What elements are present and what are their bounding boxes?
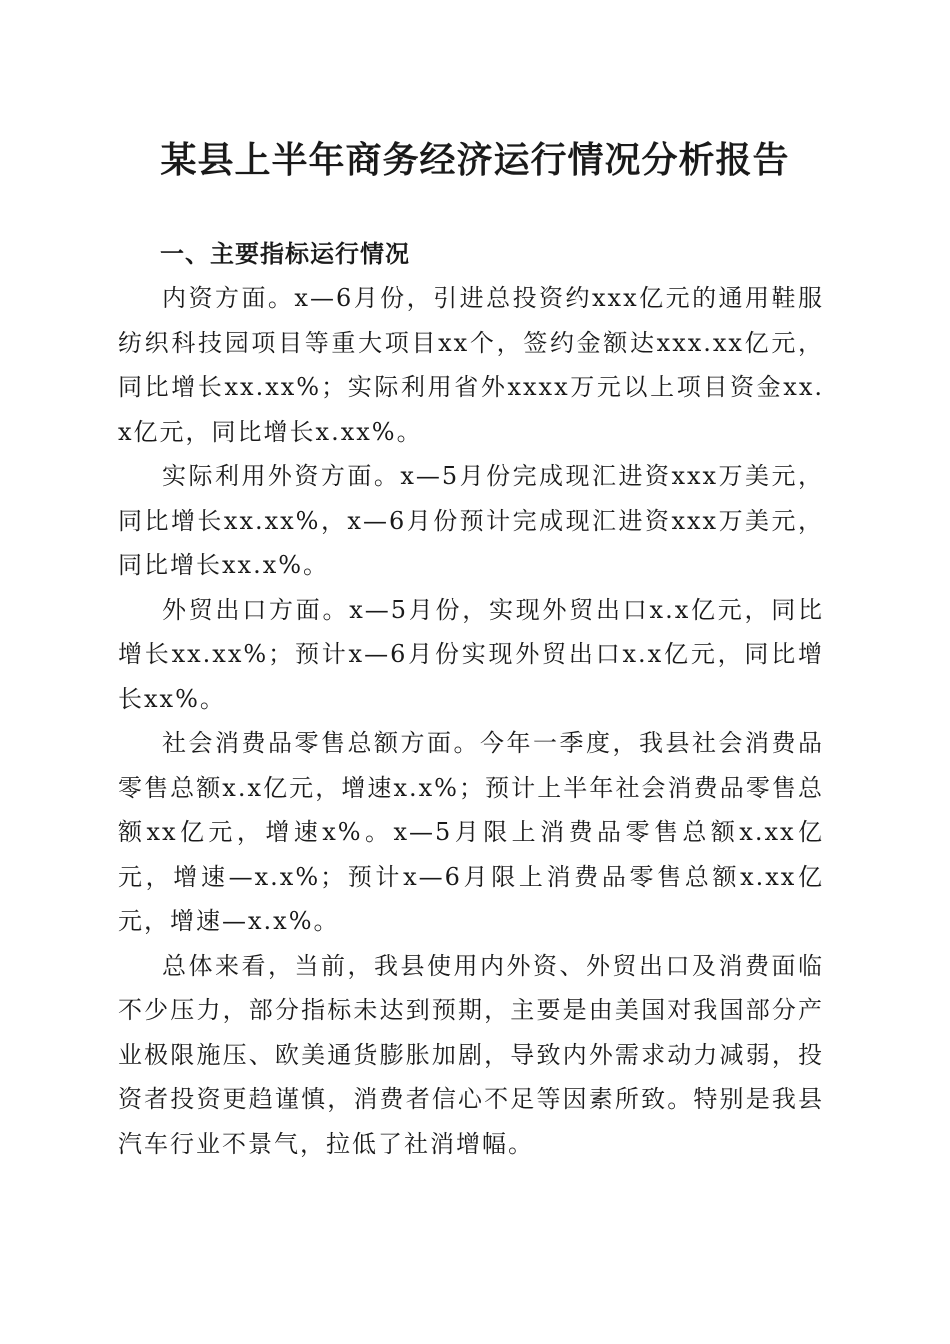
paragraph-exports: 外贸出口方面。x—5月份，实现外贸出口x.x亿元，同比增长xx.xx%；预计x—6月份实现外贸出口x.x亿元，同比增长xx%。 xyxy=(118,595,824,713)
paragraph-foreign-capital: 实际利用外资方面。x—5月份完成现汇进资xxx万美元，同比增长xx.xx%，x—6月份预计完成现汇进资xxx万美元，同比增长xx.x%。 xyxy=(118,462,824,579)
paragraph-retail-sales: 社会消费品零售总额方面。今年一季度，我县社会消费品零售总额x.x亿元，增速x.x%；预计上半年社会消费品零售总额xx亿元，增速x%。x—5月限上消费品零售总额x.xx亿元，增速—x.x%；预计x—6月限上消费品零售总额x.xx亿元，增速—x.x%。 xyxy=(118,729,824,935)
section-heading: 一、主要指标运行情况 xyxy=(160,240,410,268)
paragraph-domestic-capital: 内资方面。x—6月份，引进总投资约xxx亿元的通用鞋服纺织科技园项目等重大项目xx个，签约金额达xxx.xx亿元，同比增长xx.xx%；实际利用省外xxxx万元以上项目资金xx.x亿元，同比增长x.xx%。 xyxy=(118,284,824,446)
document-title: 某县上半年商务经济运行情况分析报告 xyxy=(160,139,790,181)
paragraph-summary: 总体来看，当前，我县使用内外资、外贸出口及消费面临不少压力，部分指标未达到预期，主要是由美国对我国部分产业极限施压、欧美通货膨胀加剧，导致内外需求动力减弱，投资者投资更趋谨慎，消费者信心不足等因素所致。特别是我县汽车行业不景气，拉低了社消增幅。 xyxy=(118,951,824,1158)
document-body xyxy=(118,232,824,1166)
